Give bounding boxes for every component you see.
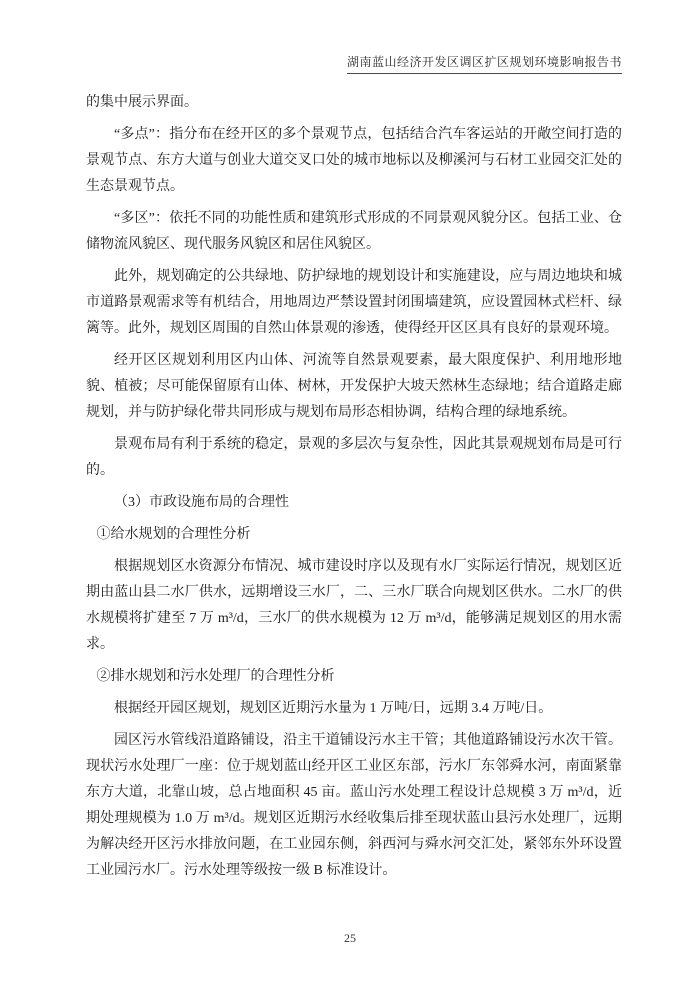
page-number: 25 xyxy=(344,931,356,945)
paragraph-water-supply: 根据规划区水资源分布情况、城市建设时序以及现有水厂实际运行情况，规划区近期由蓝山县二水厂供水，远期增设三水厂，二、三水厂联合向规划区供水。二水厂的供水规模将扩建至 7 万 m³/d，三水厂的供水规模为 12 万 m³/d，能够满足规划区的用水需求。 xyxy=(86,559,622,652)
heading-drainage-analysis: ②排水规划和污水处理厂的合理性分析 xyxy=(96,669,335,684)
paragraph-multi-points: “多点”：指分布在经开区的多个景观节点，包括结合汽车客运站的开敞空间打造的景观节点、东方大道与创业大道交叉口处的城市地标以及柳溪河与石材工业园交汇处的生态景观节点。 xyxy=(86,127,622,194)
heading-municipal-facilities: （3）市政设施布局的合理性 xyxy=(114,495,289,510)
paragraph-public-green-space: 此外，规划确定的公共绿地、防护绿地的规划设计和实施建设，应与周边地块和城市道路景观需求等有机结合，用地周边严禁设置封闭围墙建筑，应设置园林式栏杆、绿篱等。此外，规划区周围的自然山体景观的渗透，使得经开区区具有良好的景观环境。 xyxy=(86,269,622,336)
running-header xyxy=(86,54,622,74)
header-title: 湖南蓝山经济开发区调区扩区规划环境影响报告书 xyxy=(347,54,622,74)
paragraph-natural-landscape: 经开区区规划利用区内山体、河流等自然景观要素，最大限度保护、利用地形地貌、植被；尽可能保留原有山体、树林，开发保护大坡天然林生态绿地；结合道路走廊规划，并与防护绿化带共同形成与规划布局形态相协调，结构合理的绿地系统。 xyxy=(86,353,622,420)
heading-water-supply-analysis: ①给水规划的合理性分析 xyxy=(96,527,251,542)
paragraph-multi-zones: “多区”：依托不同的功能性质和建筑形式形成的不同景观风貌分区。包括工业、仓储物流风貌区、现代服务风貌区和居住风貌区。 xyxy=(86,211,622,252)
paragraph-layout-feasibility: 景观布局有利于系统的稳定，景观的多层次与复杂性，因此其景观规划布局是可行的。 xyxy=(86,437,622,478)
paragraph-sewage-pipeline: 园区污水管线沿道路铺设，沿主干道铺设污水主干管；其他道路铺设污水次干管。现状污水处理厂一座：位于规划蓝山经开区工业区东部，污水厂东邻舜水河，南面紧靠东方大道，北靠山坡，总占地面积 45 亩。蓝山污水处理工程设计总规模 3 万 m³/d，近期处理规模为 1.0 万 m³/d。规划区近期污水经收集后排至现状蓝山县污水处理厂，远期为解决经开区污水排放问题，在工业园东侧，斜西河与舜水河交汇处，紧邻东外环设置工业园污水厂。污水处理等级按一级 B 标准设计。 xyxy=(86,733,622,878)
document-body xyxy=(86,90,622,884)
page-footer xyxy=(0,931,700,946)
paragraph-sewage-volume: 根据经开园区规划，规划区近期污水量为 1 万吨/日，远期 3.4 万吨/日。 xyxy=(114,701,553,716)
paragraph-continuation: 的集中展示界面。 xyxy=(86,95,198,110)
